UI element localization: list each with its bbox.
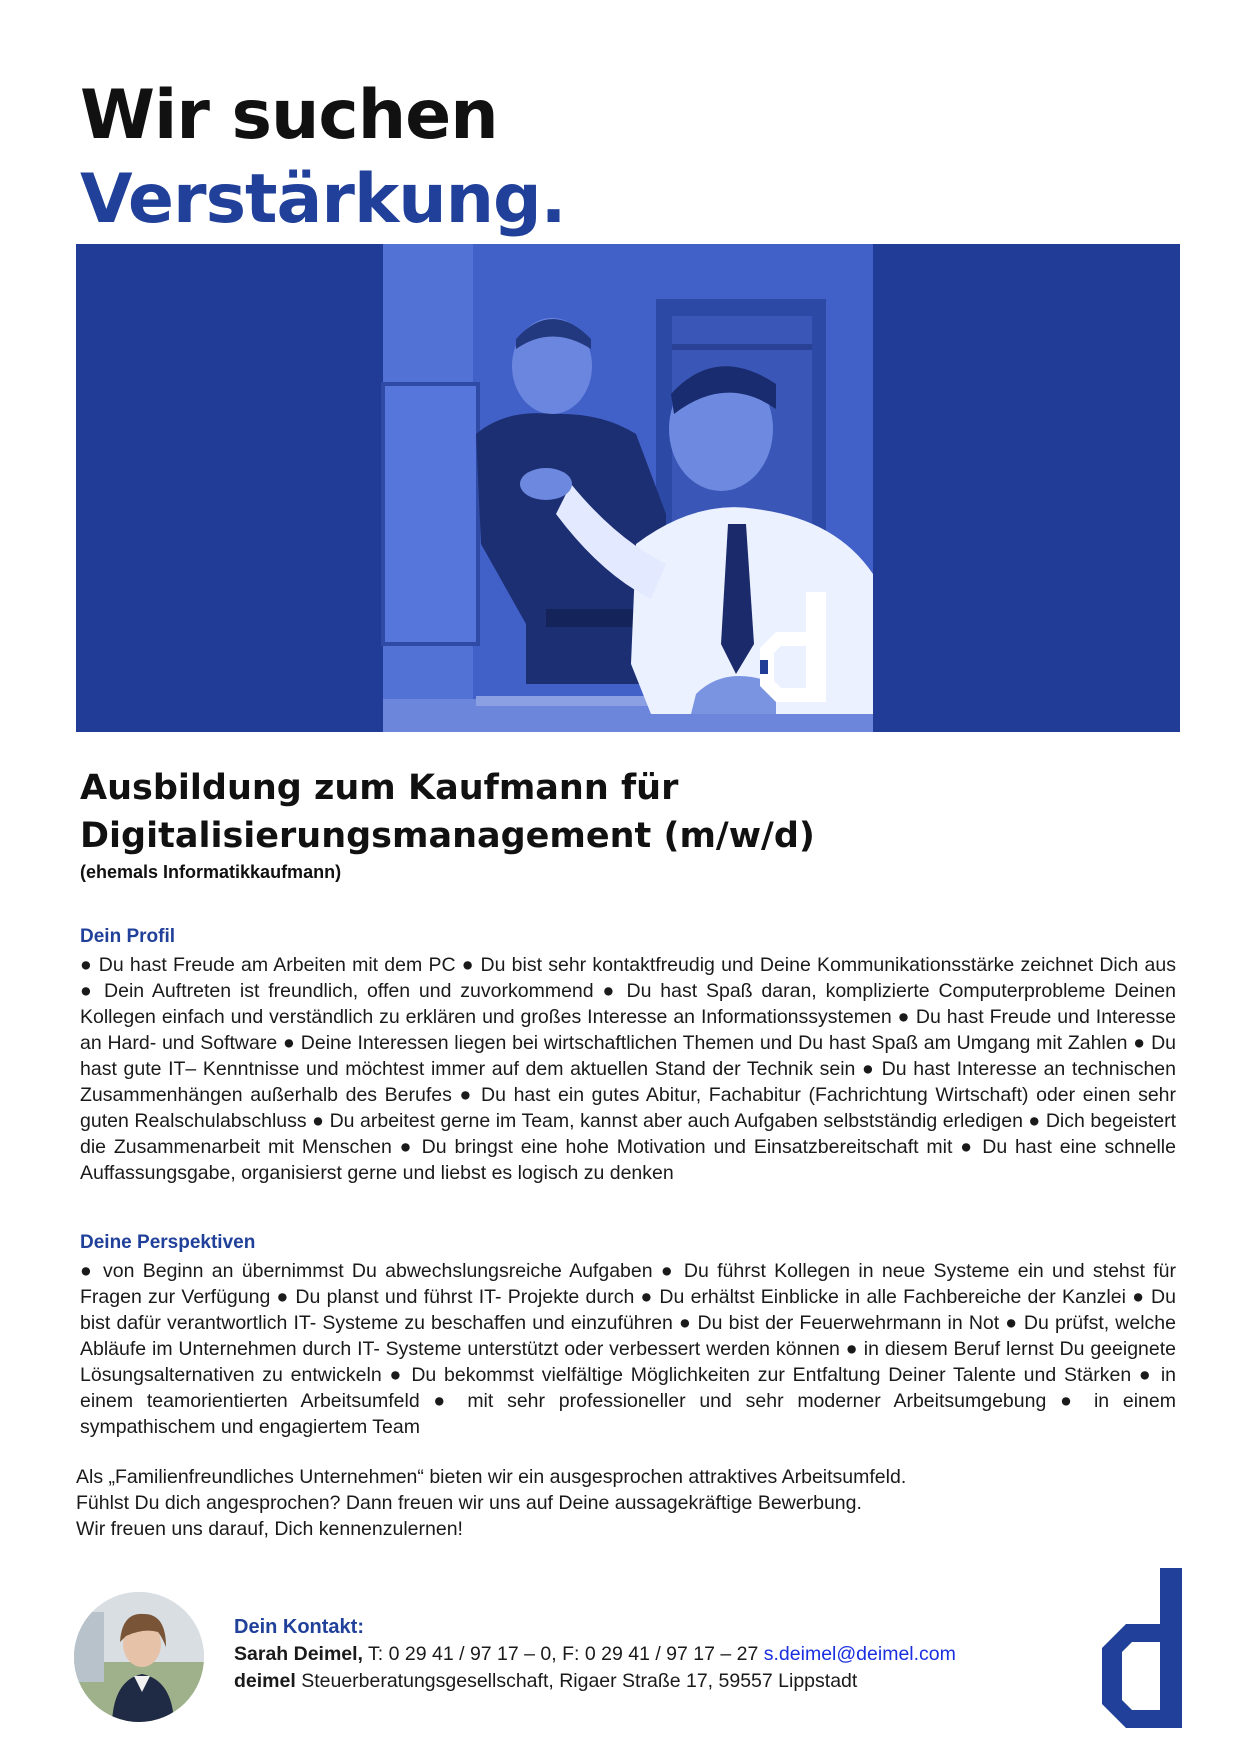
- contact-email-link[interactable]: s.deimel@deimel.com: [763, 1643, 956, 1665]
- job-subtitle: (ehemals Informatikkaufmann): [80, 862, 342, 882]
- contact-line-company: [234, 1668, 956, 1695]
- hero-banner: [76, 244, 1180, 732]
- perspectives-text: [80, 1258, 1176, 1440]
- job-title: Ausbildung zum Kaufmann für Digitalisierungsmanagement (m/w/d): [80, 768, 815, 856]
- profile-paragraph: ● Du hast Freude am Arbeiten mit dem PC ● Du bist sehr kontaktfreudig und Deine Kommunikationsstärke zeichnet Dich aus ● Dein Auftreten ist freundlich, offen und zuvorkommend ● Du hast Spaß daran, komplizierte Computerprobleme Deinen Kollegen einfach und verständlich zu erklären und großes Interesse an Informationssystemen ● Du hast Freude und Interesse an Hard- und Software ● Deine Interessen liegen bei wirtschaftlichen Themen und Du hast Spaß am Umgang mit Zahlen ● Du hast gute IT– Kenntnisse und möchtest immer auf dem aktuellen Stand der Technik sein ● Du hast Interesse an technischen Zusammenhängen außerhalb des Berufes ● Du hast ein gutes Abitur, Fachabitur (Fachrichtung Wirtschaft) oder einen sehr guten Realschulabschluss ● Du arbeitest gerne im Team, kannst aber auch Aufgaben selbstständig erledigen ● Dich begeistert die Zusammenarbeit mit Menschen ● Du bringst eine hohe Motivation und Einsatzbereitschaft mit ● Du hast eine schnelle Auffassungsgabe, organisierst gerne und liebst es logisch zu denken: [80, 954, 1176, 1184]
- headline: [80, 74, 566, 242]
- contact-phones: T: 0 29 41 / 97 17 – 0, F: 0 29 41 / 97 17 – 27: [362, 1643, 764, 1665]
- profile-heading: Dein Profil: [80, 926, 176, 947]
- headline-line-2: Verstärkung.: [80, 160, 566, 239]
- closing-line-2: Fühlst Du dich angesprochen? Dann freuen wir uns auf Deine aussagekräftige Bewerbung.: [76, 1492, 862, 1514]
- contact-name: Sarah Deimel,: [234, 1643, 363, 1665]
- deimel-d-logo-icon: [1096, 1568, 1184, 1728]
- perspectives-paragraph: ● von Beginn an übernimmst Du abwechslungsreiche Aufgaben ● Du führst Kollegen in neue Systeme ein und stehst für Fragen zur Verfügung ● Du planst und führst IT- Projekte durch ● Du erhältst Einblicke in alle Fachbereiche der Kanzlei ● Du bist dafür verantwortlich IT- Systeme zu beschaffen und einzuführen ● Du bist der Feuerwehrmann in Not ● Du prüfst, welche Abläufe im Unternehmen durch IT- Systeme unterstützt oder verbessert werden können ● in diesem Beruf lernst Du geeignete Lösungsalternativen zu entwickeln ● Du bekommst vielfältige Möglichkeiten zur Entfaltung Deiner Talente und Stärken ● in einem teamorientierten Arbeitsumfeld ● mit sehr professioneller und sehr moderner Arbeitsumgebung ● in einem sympathischem und engagiertem Team: [80, 1260, 1176, 1438]
- company-address: Steuerberatungsgesellschaft, Rigaer Straße 17, 59557 Lippstadt: [295, 1670, 858, 1692]
- contact-avatar: [74, 1592, 204, 1722]
- closing-line-1: Als „Familienfreundliches Unternehmen“ bieten wir ein ausgesprochen attraktives Arbeitsumfeld.: [76, 1466, 907, 1488]
- profile-text: [80, 952, 1176, 1186]
- contact-line-person: [234, 1641, 956, 1668]
- contact-block: [234, 1614, 956, 1695]
- headline-line-1: Wir suchen: [80, 76, 498, 155]
- hero-photo: [76, 244, 1180, 732]
- perspectives-heading: Deine Perspektiven: [80, 1232, 256, 1253]
- company-name: deimel: [234, 1670, 296, 1692]
- closing-text: [76, 1464, 906, 1542]
- contact-heading: Dein Kontakt:: [234, 1616, 364, 1638]
- closing-line-3: Wir freuen uns darauf, Dich kennenzulernen!: [76, 1518, 463, 1540]
